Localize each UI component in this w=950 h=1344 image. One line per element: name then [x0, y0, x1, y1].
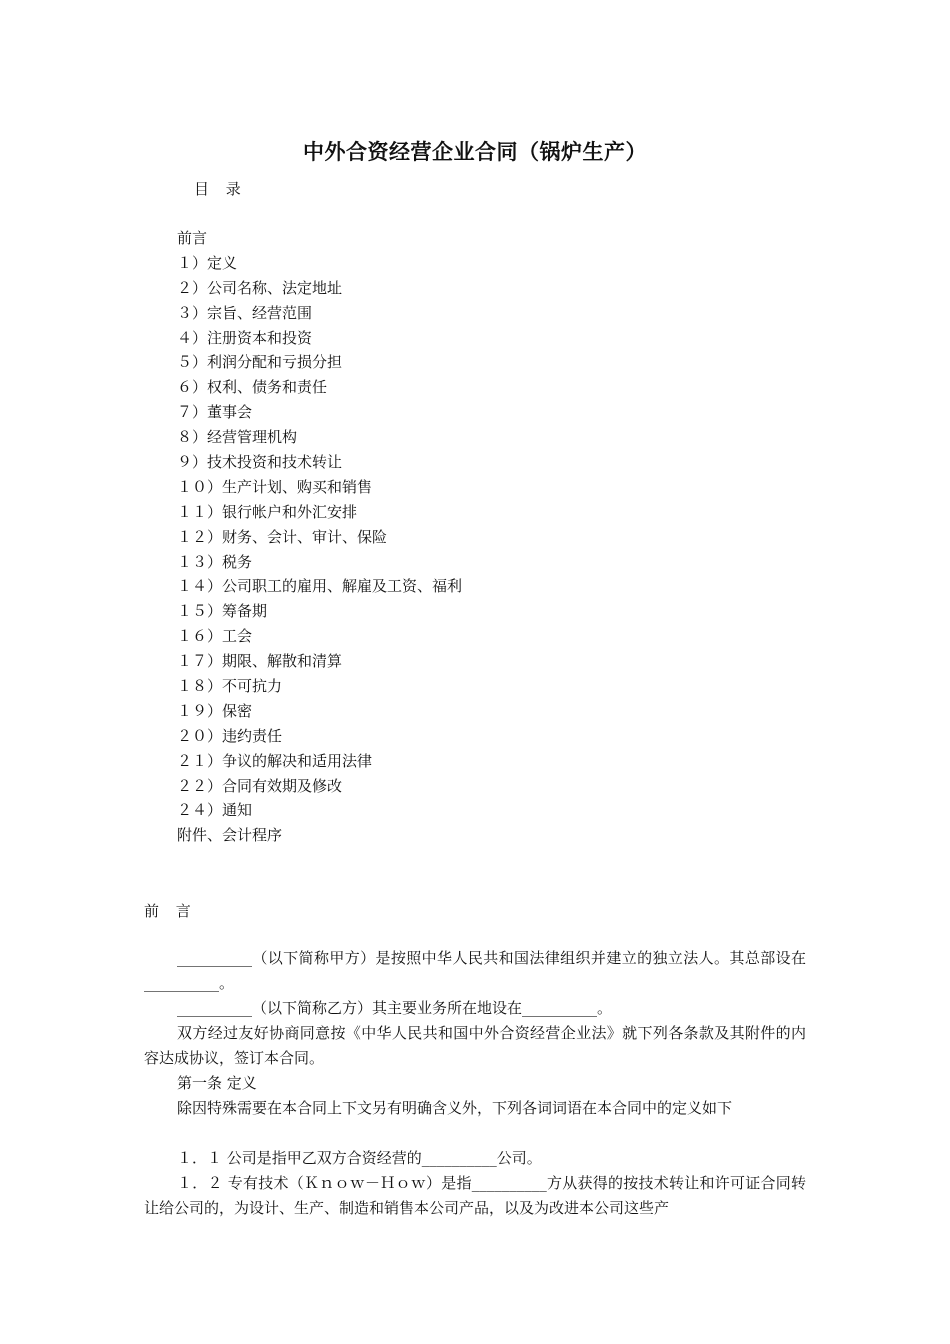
toc-item: １３）税务	[177, 552, 253, 571]
toc-item: １４）公司职工的雇用、解雇及工资、福利	[177, 577, 463, 596]
toc-item: １９）保密	[177, 701, 253, 720]
clause-1-2: １．２ 专有技术（Ｋｎｏｗ－Ｈｏｗ）是指__________方从获得的按技术转让和许可证合同转让给公司的，为设计、生产、制造和销售本公司产品，以及为改进本公司这些产	[144, 1174, 806, 1217]
toc-item: ６）权利、债务和责任	[177, 378, 328, 397]
toc-item: ２０）违约责任	[177, 726, 283, 745]
toc-item: ３）宗旨、经营范围	[177, 303, 313, 322]
toc-item: 前言	[177, 229, 208, 247]
paragraph-party-b: __________（以下简称乙方）其主要业务所在地设在__________。	[177, 999, 613, 1017]
toc-item: １５）筹备期	[177, 602, 268, 621]
contract-body	[144, 946, 806, 1221]
document-title: 中外合资经营企业合同（锅炉生产）	[303, 140, 647, 164]
toc-item: 附件、会计程序	[177, 826, 283, 845]
toc-item: ９）技术投资和技术转让	[177, 453, 343, 472]
toc-item: １０）生产计划、购买和销售	[177, 477, 373, 496]
toc-item: ４）注册资本和投资	[177, 328, 313, 347]
toc-item: ２４）通知	[177, 801, 253, 820]
paragraph-agreement: 双方经过友好协商同意按《中华人民共和国中外合资经营企业法》就下列各条款及其附件的内容达成协议，签订本合同。	[144, 1024, 806, 1067]
clause-1-1: １．１ 公司是指甲乙双方合资经营的__________公司。	[177, 1149, 542, 1167]
paragraph-party-a: __________（以下简称甲方）是按照中华人民共和国法律组织并建立的独立法人。其总部设在__________。	[144, 949, 806, 992]
toc-item: ８）经营管理机构	[177, 428, 298, 447]
article-1-heading: 第一条 定义	[177, 1074, 257, 1092]
toc-item: ２２）合同有效期及修改	[177, 776, 343, 795]
toc-heading: 目 录	[194, 180, 247, 198]
toc-item: １６）工会	[177, 627, 253, 646]
toc-item: １８）不可抗力	[177, 677, 283, 696]
toc-item: １）定义	[177, 253, 238, 272]
toc-item: ２）公司名称、法定地址	[177, 278, 343, 297]
preface-heading: 前 言	[144, 902, 197, 920]
paragraph-definitions-intro: 除因特殊需要在本合同上下文另有明确含义外，下列各词词语在本合同中的定义如下	[177, 1099, 733, 1117]
toc-item: １７）期限、解散和清算	[177, 652, 343, 671]
table-of-contents	[177, 226, 462, 848]
toc-item: ２１）争议的解决和适用法律	[177, 751, 373, 770]
toc-item: １１）银行帐户和外汇安排	[177, 502, 358, 521]
toc-item: １２）财务、会计、审计、保险	[177, 527, 388, 546]
toc-item: ７）董事会	[177, 403, 253, 422]
toc-item: ５）利润分配和亏损分担	[177, 353, 343, 372]
